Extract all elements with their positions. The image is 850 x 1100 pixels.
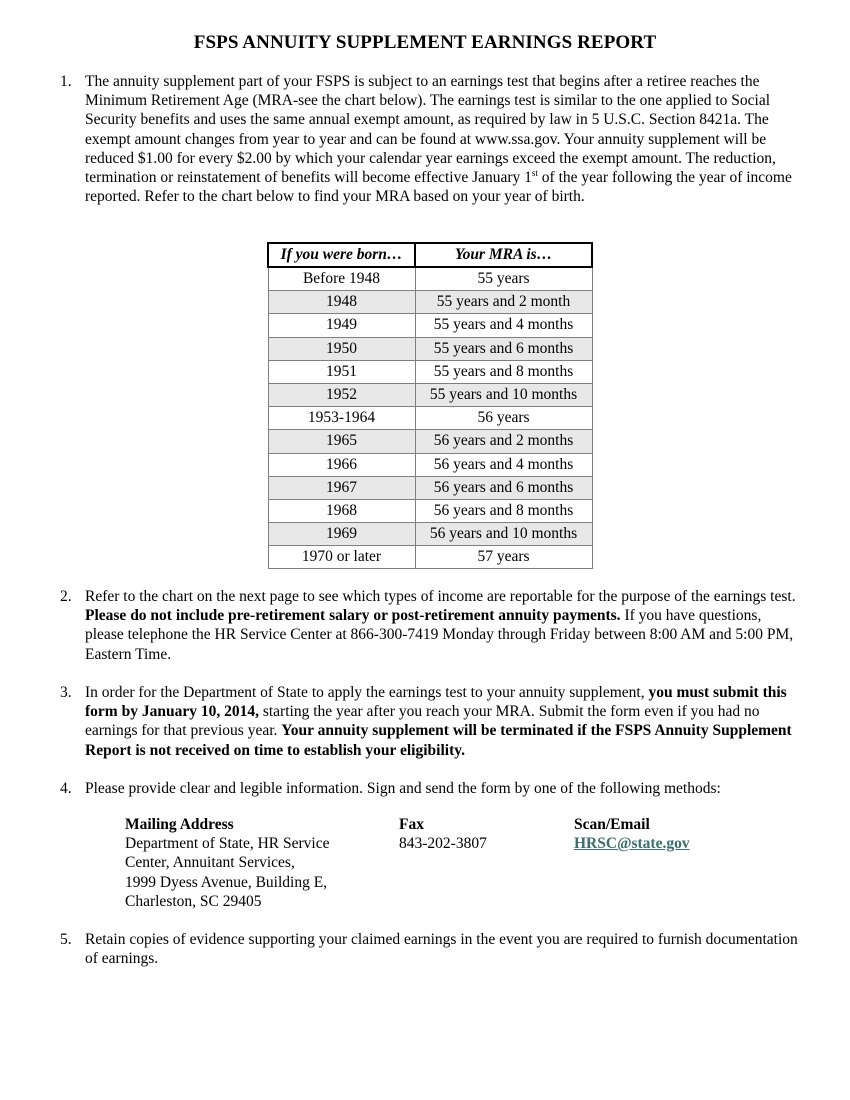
bold-warning: Your annuity supplement will be terminated if the FSPS Annuity Supplement Report is not received on time to establish your eligibility. [85, 722, 792, 759]
birth-year-cell: 1966 [268, 453, 415, 476]
mra-cell: 55 years and 4 months [415, 314, 592, 337]
birth-year-cell: 1967 [268, 476, 415, 499]
address-line: Center, Annuitant Services, [125, 854, 295, 872]
mra-cell: 56 years and 10 months [415, 523, 592, 546]
bold-deadline: you must submit this form by January 10, 2014, [85, 684, 787, 721]
table-row [268, 360, 592, 383]
paragraph-text: Refer to the chart on the next page to see which types of income are reportable for the purpose of the earnings test. [85, 588, 796, 605]
bold-notice: Please do not include pre-retirement salary or post-retirement annuity payments. [85, 607, 621, 625]
fax-heading: Fax [399, 816, 424, 833]
paragraph-5 [60, 930, 800, 968]
paragraph-body: Please provide clear and legible information. Sign and send the form by one of the following methods: [85, 780, 721, 797]
table-row [268, 453, 592, 476]
mra-cell: 56 years and 6 months [415, 476, 592, 499]
item-number: 2. [60, 588, 72, 605]
item-number: 5. [60, 931, 72, 948]
birth-year-cell: 1951 [268, 360, 415, 383]
table-row [268, 337, 592, 360]
table-row [268, 291, 592, 314]
item-number: 1. [60, 73, 72, 90]
mailing-address-heading: Mailing Address [125, 816, 234, 833]
paragraph-body: Retain copies of evidence supporting your claimed earnings in the event you are required to furnish documentation of earnings. [85, 931, 798, 968]
table-row [268, 267, 592, 291]
mra-cell: 55 years and 10 months [415, 383, 592, 406]
table-row [268, 546, 592, 569]
paragraph-2 [60, 587, 800, 664]
table-row [268, 499, 592, 522]
table-row [268, 430, 592, 453]
paragraph-text: starting the year after you reach your MRA. Submit the form even if you had no earnings for that previous year. [85, 703, 760, 740]
table-row [268, 476, 592, 499]
table-row [268, 314, 592, 337]
mra-table [267, 242, 593, 569]
paragraph-text: If you have questions, please telephone the HR Service Center at 866-300-7419 Monday through Friday between 8:00 AM and 5:00 PM, Eastern Time. [85, 607, 794, 663]
email-heading: Scan/Email [574, 816, 650, 833]
mra-cell: 56 years and 4 months [415, 453, 592, 476]
header-mra: Your MRA is… [415, 243, 592, 267]
mra-cell: 56 years and 8 months [415, 499, 592, 522]
item-number: 4. [60, 780, 72, 797]
birth-year-cell: 1953-1964 [268, 407, 415, 430]
paragraph-text: The annuity supplement part of your FSPS is subject to an earnings test that begins after a retiree reaches the Minimum Retirement Age (MRA-see the chart below). The earnings test is similar to the one applied to Social Security benefits and uses the same annual exempt amount, as required by law in 5 U.S.C. Section 8421a. The exempt amount changes from year to year and can be found at www.ssa.gov. Your annuity supplement will be reduced $1.00 for every $2.00 by which your calendar year earnings exceed the exempt amount. The reduction, termination or reinstatement of benefits will become effective January 1 [85, 73, 776, 187]
mra-cell: 55 years and 2 month [415, 291, 592, 314]
address-line: Charleston, SC 29405 [125, 892, 262, 910]
table-header-row [268, 243, 592, 267]
birth-year-cell: 1952 [268, 383, 415, 406]
paragraph-3 [60, 683, 800, 760]
birth-year-cell: 1969 [268, 523, 415, 546]
mailing-address-block [125, 815, 329, 911]
table-row [268, 383, 592, 406]
header-born: If you were born… [268, 243, 415, 267]
mra-cell: 56 years and 2 months [415, 430, 592, 453]
superscript: st [531, 167, 538, 178]
birth-year-cell: Before 1948 [268, 267, 415, 291]
birth-year-cell: 1968 [268, 499, 415, 522]
birth-year-cell: 1948 [268, 291, 415, 314]
mra-cell: 55 years [415, 267, 592, 291]
fax-block [399, 815, 487, 853]
birth-year-cell: 1970 or later [268, 546, 415, 569]
table-row [268, 407, 592, 430]
address-line: Department of State, HR Service [125, 835, 330, 853]
address-line: 1999 Dyess Avenue, Building E, [125, 873, 328, 891]
page-title: FSPS ANNUITY SUPPLEMENT EARNINGS REPORT [193, 32, 657, 53]
birth-year-cell: 1950 [268, 337, 415, 360]
mra-cell: 56 years [415, 407, 592, 430]
table-row [268, 523, 592, 546]
email-block [574, 815, 690, 853]
paragraph-text: of the year following the year of income reported. Refer to the chart below to find your MRA based on your year of birth. [85, 169, 792, 206]
mra-cell: 55 years and 8 months [415, 360, 592, 383]
birth-year-cell: 1965 [268, 430, 415, 453]
birth-year-cell: 1949 [268, 314, 415, 337]
mra-cell: 55 years and 6 months [415, 337, 592, 360]
paragraph-text: In order for the Department of State to apply the earnings test to your annuity supplement, [85, 684, 649, 701]
item-number: 3. [60, 684, 72, 701]
paragraph-body [85, 683, 800, 760]
paragraph-4 [60, 779, 800, 798]
paragraph-1 [60, 72, 800, 206]
email-link[interactable]: HRSC@state.gov [574, 835, 690, 853]
paragraph-body [85, 587, 800, 664]
paragraph-body [85, 72, 800, 206]
mra-cell: 57 years [415, 546, 592, 569]
fax-number: 843-202-3807 [399, 835, 487, 853]
